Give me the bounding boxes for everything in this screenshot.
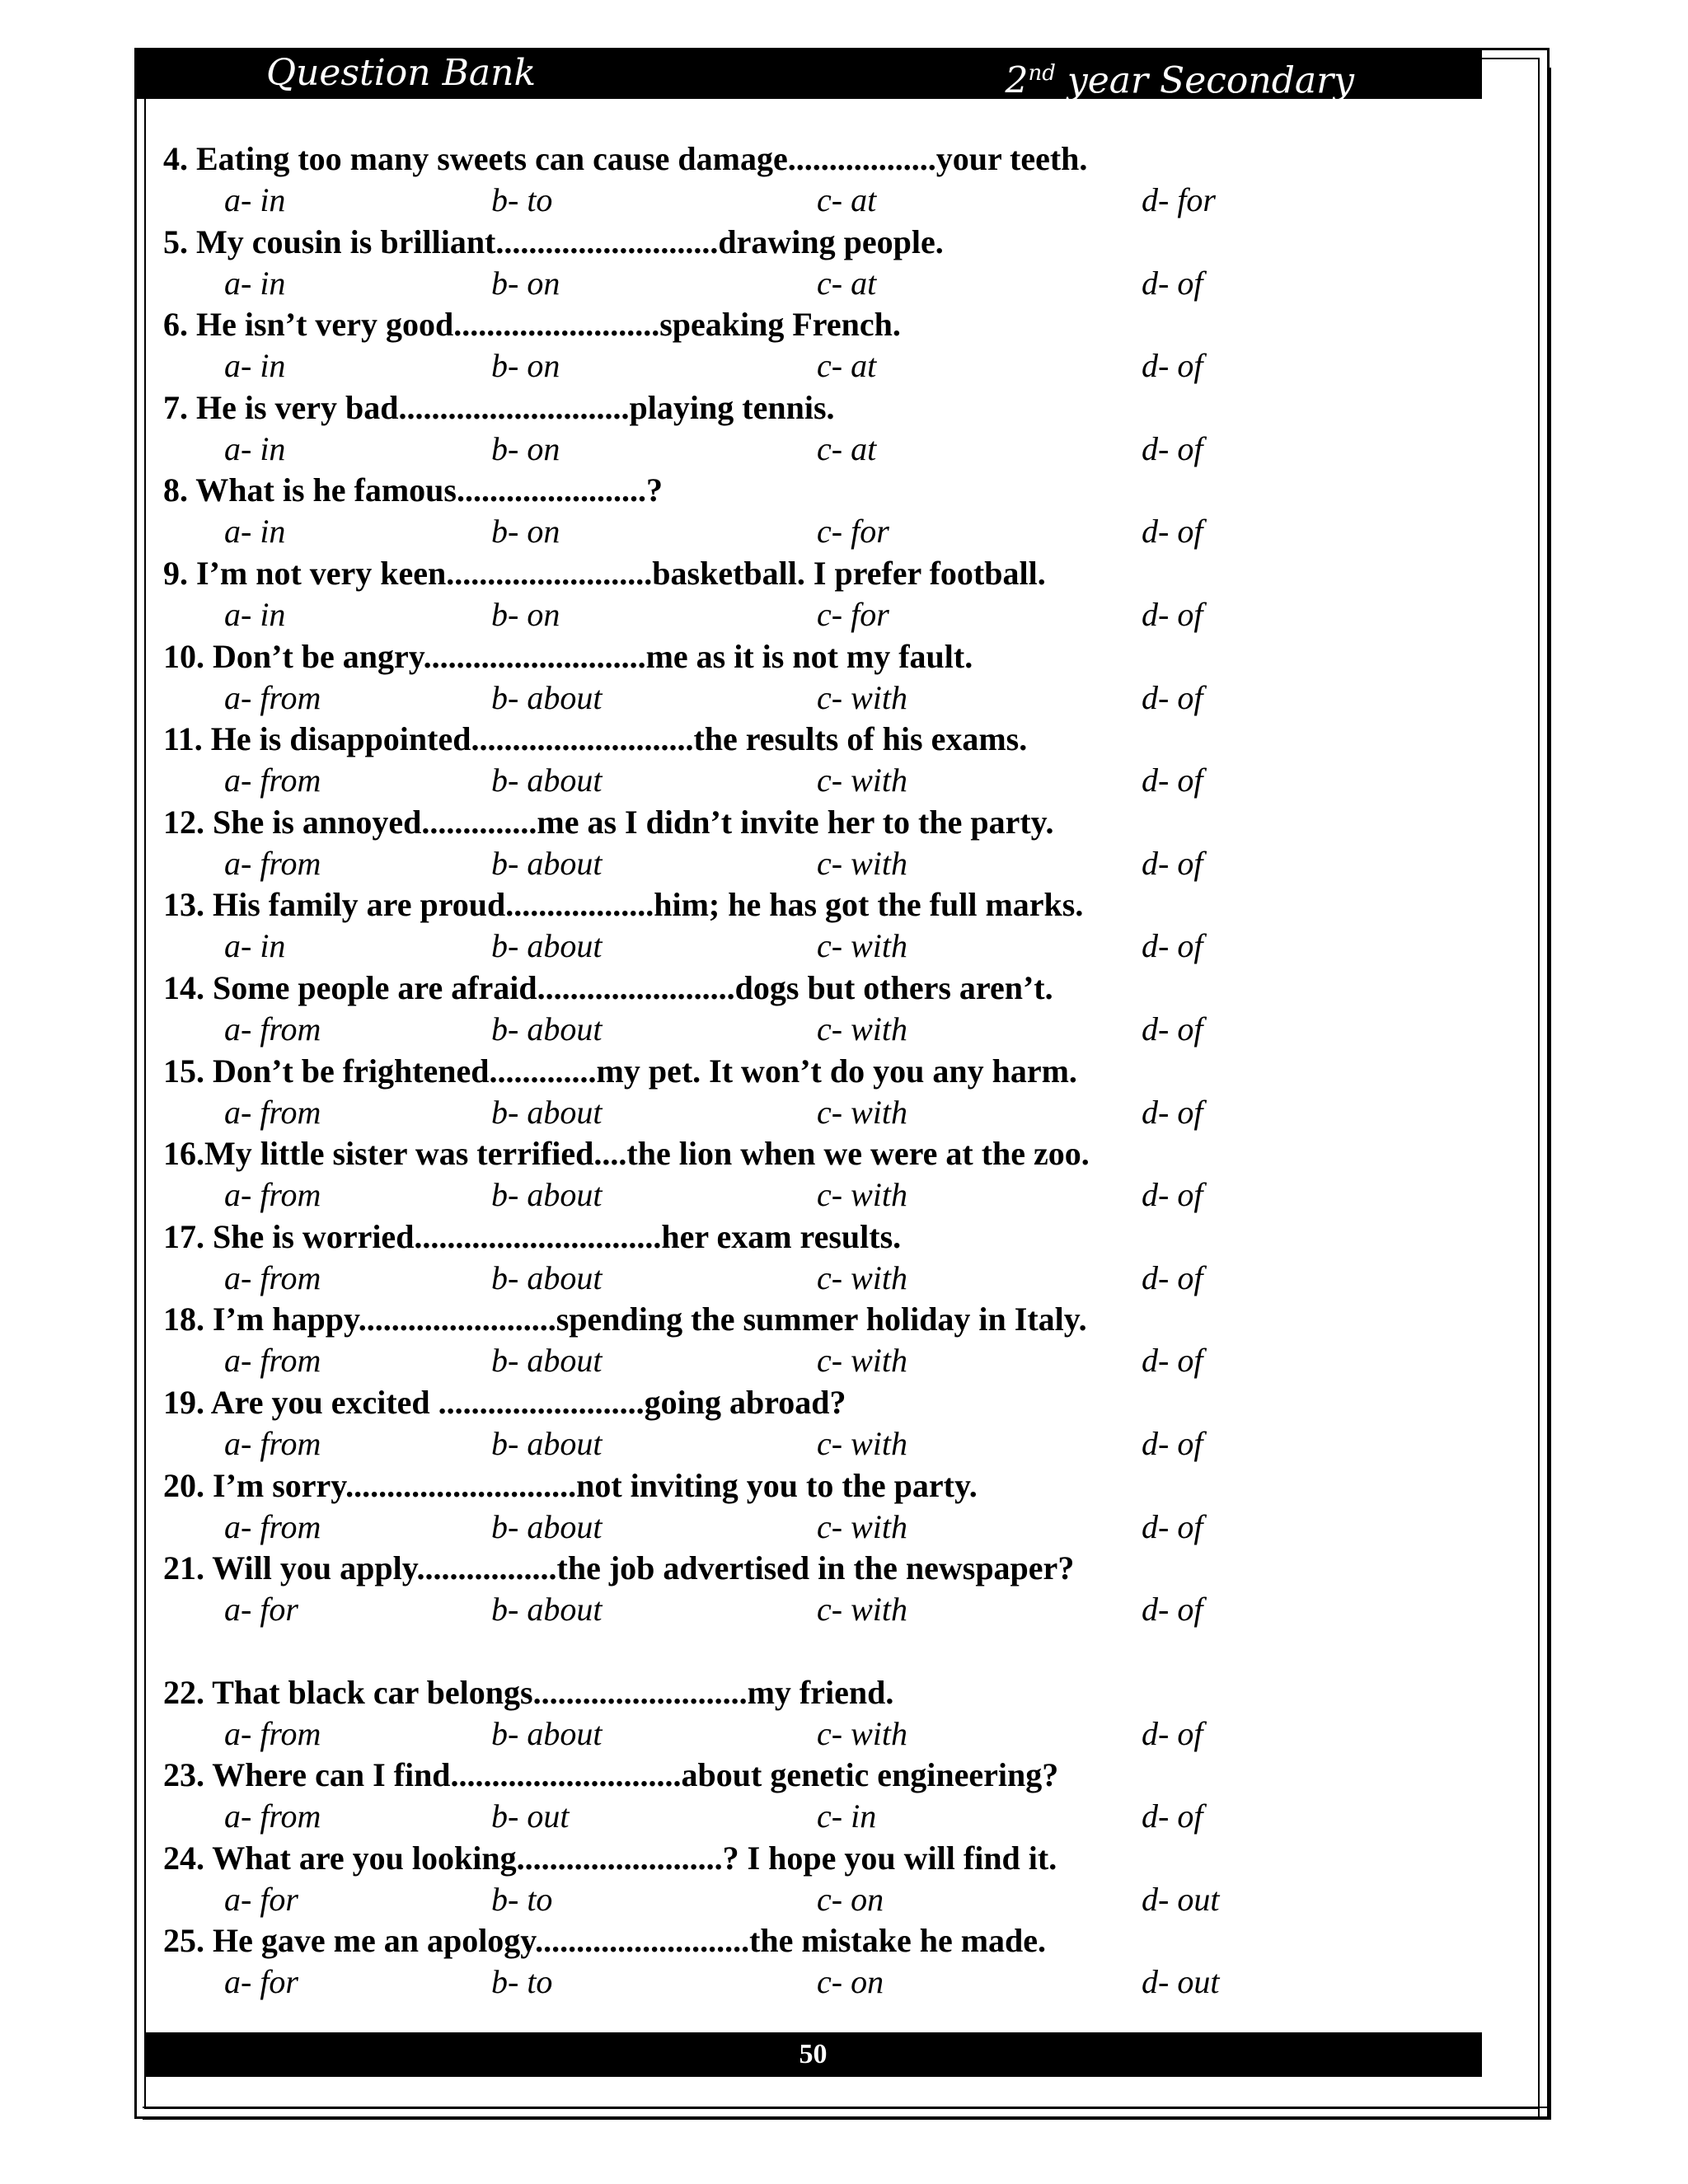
option-b: b- about xyxy=(491,1714,603,1752)
option-c: c- at xyxy=(817,264,877,302)
option-d: d- of xyxy=(1142,347,1203,385)
question-item xyxy=(163,1755,1482,1838)
option-d: d- of xyxy=(1142,678,1203,716)
question-item xyxy=(163,553,1482,636)
option-a: a- in xyxy=(224,513,286,551)
option-a: a- from xyxy=(224,1258,321,1296)
option-c: c- with xyxy=(817,678,907,716)
option-b: b- on xyxy=(491,347,560,385)
option-a: a- for xyxy=(224,1963,298,2001)
question-item xyxy=(163,1920,1482,2004)
option-d: d- out xyxy=(1142,1880,1220,1918)
question-item xyxy=(163,802,1482,885)
option-c: c- with xyxy=(817,1176,907,1214)
option-d: d- of xyxy=(1142,1424,1203,1462)
question-item xyxy=(163,470,1482,553)
grade-rest: year Secondary xyxy=(1055,59,1354,102)
question-stem: 5. My cousin is brilliant...........................drawing people. xyxy=(163,223,944,260)
footer-bar xyxy=(144,2032,1482,2077)
option-a: a- in xyxy=(224,264,286,302)
header-grade xyxy=(1006,49,1354,105)
option-c: c- with xyxy=(817,927,907,965)
option-b: b- out xyxy=(491,1797,570,1835)
option-b: b- on xyxy=(491,595,560,633)
question-stem: 11. He is disappointed...........................the results of his exams. xyxy=(163,720,1028,758)
option-b: b- about xyxy=(491,927,603,965)
question-stem: 21. Will you apply.................the job advertised in the newspaper? xyxy=(163,1549,1075,1587)
question-stem: 12. She is annoyed..............me as I didn’t invite her to the party. xyxy=(163,803,1054,841)
question-stem: 24. What are you looking.........................? I hope you will find it. xyxy=(163,1839,1057,1877)
option-d: d- of xyxy=(1142,429,1203,467)
option-b: b- to xyxy=(491,1880,553,1918)
option-a: a- for xyxy=(224,1591,298,1629)
question-item xyxy=(163,1548,1482,1631)
option-b: b- about xyxy=(491,1176,603,1214)
question-stem: 9. I’m not very keen.........................basketball. I prefer football. xyxy=(163,554,1046,592)
option-a: a- in xyxy=(224,429,286,467)
option-c: c- at xyxy=(817,347,877,385)
option-d: d- of xyxy=(1142,1258,1203,1296)
option-d: d- of xyxy=(1142,844,1203,882)
question-item xyxy=(163,1465,1482,1549)
option-a: a- from xyxy=(224,762,321,799)
question-item xyxy=(163,138,1482,222)
option-c: c- with xyxy=(817,844,907,882)
page-frame-shadow-bottom xyxy=(143,2107,1551,2120)
option-a: a- from xyxy=(224,1010,321,1047)
option-a: a- from xyxy=(224,844,321,882)
option-a: a- from xyxy=(224,1797,321,1835)
question-item xyxy=(163,1133,1482,1216)
question-item xyxy=(163,1051,1482,1134)
option-d: d- of xyxy=(1142,762,1203,799)
question-stem: 18. I’m happy........................spending the summer holiday in Italy. xyxy=(163,1301,1087,1338)
option-d: d- of xyxy=(1142,1797,1203,1835)
option-a: a- in xyxy=(224,927,286,965)
option-a: a- from xyxy=(224,678,321,716)
question-item xyxy=(163,1216,1482,1300)
option-b: b- about xyxy=(491,844,603,882)
question-stem: 6. He isn’t very good.........................speaking French. xyxy=(163,306,901,344)
question-stem: 4. Eating too many sweets can cause damage..................your teeth. xyxy=(163,140,1088,177)
option-d: d- of xyxy=(1142,1591,1203,1629)
option-c: c- in xyxy=(817,1797,877,1835)
option-c: c- with xyxy=(817,1093,907,1131)
question-stem: 17. She is worried..............................her exam results. xyxy=(163,1217,902,1255)
option-c: c- on xyxy=(817,1963,884,2001)
question-stem: 25. He gave me an apology..........................the mistake he made. xyxy=(163,1922,1047,1960)
option-a: a- in xyxy=(224,595,286,633)
page-frame-shadow-right xyxy=(1538,68,1551,2120)
question-item xyxy=(163,719,1482,802)
option-c: c- for xyxy=(817,595,889,633)
question-item xyxy=(163,636,1482,719)
question-stem: 20. I’m sorry............................not inviting you to the party. xyxy=(163,1466,978,1504)
option-a: a- in xyxy=(224,181,286,218)
question-stem: 14. Some people are afraid........................dogs but others aren’t. xyxy=(163,968,1053,1006)
question-item xyxy=(163,304,1482,387)
header-title: Question Bank xyxy=(266,52,537,94)
option-d: d- of xyxy=(1142,927,1203,965)
option-d: d- of xyxy=(1142,264,1203,302)
option-b: b- about xyxy=(491,1424,603,1462)
option-b: b- on xyxy=(491,264,560,302)
question-item xyxy=(163,1838,1482,1921)
question-item xyxy=(163,387,1482,471)
header-bar xyxy=(134,48,1482,102)
option-d: d- of xyxy=(1142,1714,1203,1752)
option-c: c- for xyxy=(817,513,889,551)
option-d: d- of xyxy=(1142,1342,1203,1380)
grade-number: 2 xyxy=(1005,59,1029,102)
option-a: a- from xyxy=(224,1714,321,1752)
option-d: d- of xyxy=(1142,513,1203,551)
option-d: d- of xyxy=(1142,1093,1203,1131)
question-stem: 7. He is very bad............................playing tennis. xyxy=(163,388,835,426)
option-b: b- about xyxy=(491,1010,603,1047)
option-b: b- on xyxy=(491,429,560,467)
question-stem: 22. That black car belongs..........................my friend. xyxy=(163,1673,894,1711)
question-stem: 15. Don’t be frightened.............my pet. It won’t do you any harm. xyxy=(163,1052,1077,1090)
option-b: b- to xyxy=(491,1963,553,2001)
question-list xyxy=(163,138,1482,2004)
option-c: c- with xyxy=(817,1507,907,1545)
option-c: c- with xyxy=(817,762,907,799)
option-c: c- with xyxy=(817,1258,907,1296)
option-b: b- about xyxy=(491,762,603,799)
option-d: d- out xyxy=(1142,1963,1220,2001)
option-c: c- at xyxy=(817,181,877,218)
question-item xyxy=(163,222,1482,305)
option-c: c- at xyxy=(817,429,877,467)
question-stem: 13. His family are proud..................him; he has got the full marks. xyxy=(163,886,1084,924)
question-stem: 8. What is he famous.......................? xyxy=(163,471,663,509)
option-b: b- about xyxy=(491,1591,603,1629)
option-b: b- about xyxy=(491,1507,603,1545)
option-b: b- about xyxy=(491,1258,603,1296)
question-item xyxy=(163,884,1482,968)
option-a: a- from xyxy=(224,1093,321,1131)
option-a: a- from xyxy=(224,1424,321,1462)
option-a: a- from xyxy=(224,1176,321,1214)
question-item xyxy=(163,968,1482,1051)
option-a: a- from xyxy=(224,1507,321,1545)
option-c: c- on xyxy=(817,1880,884,1918)
option-b: b- about xyxy=(491,1342,603,1380)
option-d: d- of xyxy=(1142,1010,1203,1047)
option-d: d- of xyxy=(1142,1507,1203,1545)
option-b: b- to xyxy=(491,181,553,218)
option-d: d- of xyxy=(1142,1176,1203,1214)
option-d: d- for xyxy=(1142,181,1216,218)
option-c: c- with xyxy=(817,1714,907,1752)
option-c: c- with xyxy=(817,1591,907,1629)
question-item xyxy=(163,1382,1482,1465)
option-c: c- with xyxy=(817,1424,907,1462)
option-d: d- of xyxy=(1142,595,1203,633)
option-b: b- about xyxy=(491,678,603,716)
question-item xyxy=(163,1672,1482,1755)
page-number: 50 xyxy=(799,2039,828,2069)
option-a: a- for xyxy=(224,1880,298,1918)
question-item xyxy=(163,1299,1482,1382)
question-stem: 10. Don’t be angry...........................me as it is not my fault. xyxy=(163,637,973,675)
option-c: c- with xyxy=(817,1342,907,1380)
option-a: a- in xyxy=(224,347,286,385)
option-a: a- from xyxy=(224,1342,321,1380)
option-b: b- on xyxy=(491,513,560,551)
grade-suffix: nd xyxy=(1028,61,1056,86)
question-stem: 16.My little sister was terrified....the lion when we were at the zoo. xyxy=(163,1135,1090,1173)
option-c: c- with xyxy=(817,1010,907,1047)
option-b: b- about xyxy=(491,1093,603,1131)
question-stem: 23. Where can I find............................about genetic engineering? xyxy=(163,1756,1059,1794)
question-stem: 19. Are you excited .........................going abroad? xyxy=(163,1383,846,1421)
